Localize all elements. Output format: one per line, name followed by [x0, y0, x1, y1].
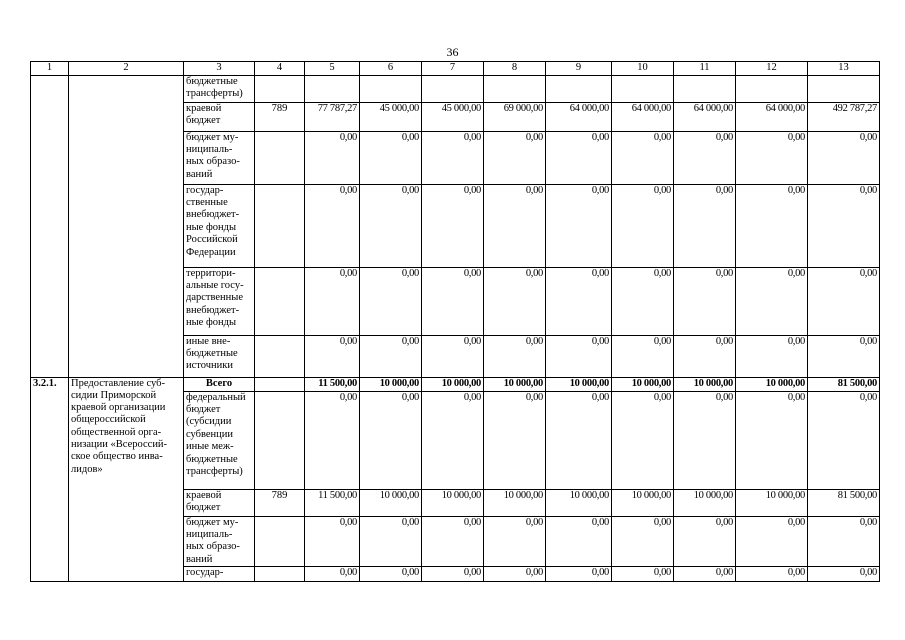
amount-cell: 0,00	[808, 391, 880, 489]
column-number: 5	[305, 62, 360, 76]
amount-cell: 0,00	[674, 131, 736, 184]
amount-cell: 64 000,00	[736, 102, 808, 131]
total-amount-cell: 10 000,00	[360, 377, 422, 391]
amount-cell: 0,00	[612, 335, 674, 377]
total-amount-cell: 81 500,00	[808, 377, 880, 391]
amount-cell: 0,00	[546, 267, 612, 335]
column-number: 12	[736, 62, 808, 76]
amount-cell	[484, 75, 546, 102]
amount-cell: 0,00	[360, 567, 422, 582]
amount-cell: 0,00	[484, 516, 546, 567]
amount-cell: 0,00	[305, 516, 360, 567]
funding-source: бюджетные трансферты)	[184, 75, 255, 102]
amount-cell: 0,00	[546, 131, 612, 184]
amount-cell	[422, 75, 484, 102]
column-number: 2	[69, 62, 184, 76]
funding-source: бюджет му- ниципаль- ных образо- ваний	[184, 131, 255, 184]
amount-cell: 10 000,00	[484, 489, 546, 516]
amount-cell: 0,00	[736, 131, 808, 184]
amount-cell: 0,00	[305, 267, 360, 335]
budget-code: 789	[255, 102, 305, 131]
amount-cell: 0,00	[546, 516, 612, 567]
budget-code	[255, 391, 305, 489]
amount-cell: 0,00	[674, 267, 736, 335]
amount-cell: 0,00	[808, 131, 880, 184]
amount-cell: 0,00	[305, 567, 360, 582]
column-number: 11	[674, 62, 736, 76]
total-amount-cell: 10 000,00	[422, 377, 484, 391]
amount-cell: 45 000,00	[422, 102, 484, 131]
amount-cell: 0,00	[546, 335, 612, 377]
amount-cell: 0,00	[736, 335, 808, 377]
budget-code	[255, 131, 305, 184]
page-number: 36	[446, 45, 459, 59]
amount-cell: 77 787,27	[305, 102, 360, 131]
amount-cell	[612, 75, 674, 102]
amount-cell: 0,00	[305, 184, 360, 267]
amount-cell: 10 000,00	[360, 489, 422, 516]
budget-code	[255, 75, 305, 102]
column-number: 8	[484, 62, 546, 76]
budget-code	[255, 377, 305, 391]
amount-cell: 0,00	[612, 516, 674, 567]
amount-cell: 0,00	[808, 267, 880, 335]
amount-cell	[674, 75, 736, 102]
amount-cell	[808, 75, 880, 102]
amount-cell: 0,00	[484, 567, 546, 582]
amount-cell: 69 000,00	[484, 102, 546, 131]
column-number: 13	[808, 62, 880, 76]
amount-cell: 0,00	[674, 567, 736, 582]
amount-cell: 0,00	[612, 267, 674, 335]
budget-code: 789	[255, 489, 305, 516]
budget-code	[255, 335, 305, 377]
amount-cell: 0,00	[546, 391, 612, 489]
amount-cell: 0,00	[736, 391, 808, 489]
amount-cell: 64 000,00	[546, 102, 612, 131]
amount-cell: 0,00	[674, 391, 736, 489]
budget-code	[255, 267, 305, 335]
amount-cell: 0,00	[736, 184, 808, 267]
amount-cell: 0,00	[612, 567, 674, 582]
column-number: 6	[360, 62, 422, 76]
amount-cell: 0,00	[484, 391, 546, 489]
column-number: 1	[31, 62, 69, 76]
total-label: Всего	[184, 377, 255, 391]
amount-cell: 0,00	[808, 567, 880, 582]
total-amount-cell: 10 000,00	[674, 377, 736, 391]
amount-cell: 0,00	[546, 184, 612, 267]
amount-cell: 0,00	[736, 567, 808, 582]
column-number: 9	[546, 62, 612, 76]
amount-cell: 64 000,00	[674, 102, 736, 131]
amount-cell: 0,00	[305, 335, 360, 377]
amount-cell: 0,00	[484, 184, 546, 267]
amount-cell: 0,00	[360, 391, 422, 489]
column-number: 7	[422, 62, 484, 76]
funding-source: территори- альные госу- дарственные внебюджет- ные фонды	[184, 267, 255, 335]
amount-cell: 0,00	[808, 184, 880, 267]
amount-cell: 0,00	[736, 516, 808, 567]
total-amount-cell: 10 000,00	[612, 377, 674, 391]
amount-cell: 10 000,00	[612, 489, 674, 516]
amount-cell: 0,00	[422, 516, 484, 567]
amount-cell	[360, 75, 422, 102]
amount-cell: 10 000,00	[546, 489, 612, 516]
amount-cell: 0,00	[422, 267, 484, 335]
amount-cell: 11 500,00	[305, 489, 360, 516]
budget-code	[255, 184, 305, 267]
amount-cell: 0,00	[612, 184, 674, 267]
row-name-cell	[69, 75, 184, 377]
amount-cell: 0,00	[305, 131, 360, 184]
amount-cell: 0,00	[422, 184, 484, 267]
funding-source: бюджет му- ниципаль- ных образо- ваний	[184, 516, 255, 567]
funding-source: государ- ственные внебюджет- ные фонды Российской Федерации	[184, 184, 255, 267]
amount-cell: 0,00	[808, 516, 880, 567]
amount-cell: 492 787,27	[808, 102, 880, 131]
amount-cell: 0,00	[612, 131, 674, 184]
row-index-cell	[31, 75, 69, 377]
total-amount-cell: 10 000,00	[484, 377, 546, 391]
amount-cell: 10 000,00	[422, 489, 484, 516]
table-row	[31, 377, 880, 391]
amount-cell: 0,00	[360, 131, 422, 184]
amount-cell: 10 000,00	[674, 489, 736, 516]
amount-cell: 0,00	[546, 567, 612, 582]
column-number: 3	[184, 62, 255, 76]
table-body	[31, 62, 880, 582]
amount-cell: 0,00	[674, 335, 736, 377]
budget-code	[255, 567, 305, 582]
amount-cell: 0,00	[422, 567, 484, 582]
budget-code	[255, 516, 305, 567]
amount-cell: 0,00	[305, 391, 360, 489]
amount-cell: 45 000,00	[360, 102, 422, 131]
funding-source: федеральный бюджет (субсидии субвенции иные меж- бюджетные трансферты)	[184, 391, 255, 489]
amount-cell	[546, 75, 612, 102]
section-index: 3.2.1.	[31, 377, 69, 582]
column-number-row	[31, 62, 880, 76]
amount-cell: 0,00	[360, 335, 422, 377]
funding-source: иные вне- бюджетные источники	[184, 335, 255, 377]
funding-source: краевой бюджет	[184, 489, 255, 516]
total-amount-cell: 10 000,00	[736, 377, 808, 391]
amount-cell	[736, 75, 808, 102]
budget-table	[30, 61, 880, 582]
total-amount-cell: 11 500,00	[305, 377, 360, 391]
amount-cell: 0,00	[674, 516, 736, 567]
amount-cell: 0,00	[484, 267, 546, 335]
amount-cell	[305, 75, 360, 102]
amount-cell: 0,00	[422, 131, 484, 184]
amount-cell: 0,00	[422, 335, 484, 377]
amount-cell: 0,00	[674, 184, 736, 267]
amount-cell: 64 000,00	[612, 102, 674, 131]
amount-cell: 0,00	[360, 516, 422, 567]
amount-cell: 0,00	[808, 335, 880, 377]
amount-cell: 0,00	[612, 391, 674, 489]
table-row	[31, 75, 880, 102]
funding-source: государ-	[184, 567, 255, 582]
amount-cell: 0,00	[360, 184, 422, 267]
amount-cell: 0,00	[736, 267, 808, 335]
amount-cell: 0,00	[360, 267, 422, 335]
amount-cell: 10 000,00	[736, 489, 808, 516]
funding-source: краевой бюджет	[184, 102, 255, 131]
total-amount-cell: 10 000,00	[546, 377, 612, 391]
amount-cell: 0,00	[422, 391, 484, 489]
amount-cell: 81 500,00	[808, 489, 880, 516]
column-number: 4	[255, 62, 305, 76]
amount-cell: 0,00	[484, 335, 546, 377]
section-name: Предоставление суб- сидии Приморской краевой организации общероссийской общественной орга- низации «Всероссий- ское общество инва- лидов»	[69, 377, 184, 582]
column-number: 10	[612, 62, 674, 76]
amount-cell: 0,00	[484, 131, 546, 184]
